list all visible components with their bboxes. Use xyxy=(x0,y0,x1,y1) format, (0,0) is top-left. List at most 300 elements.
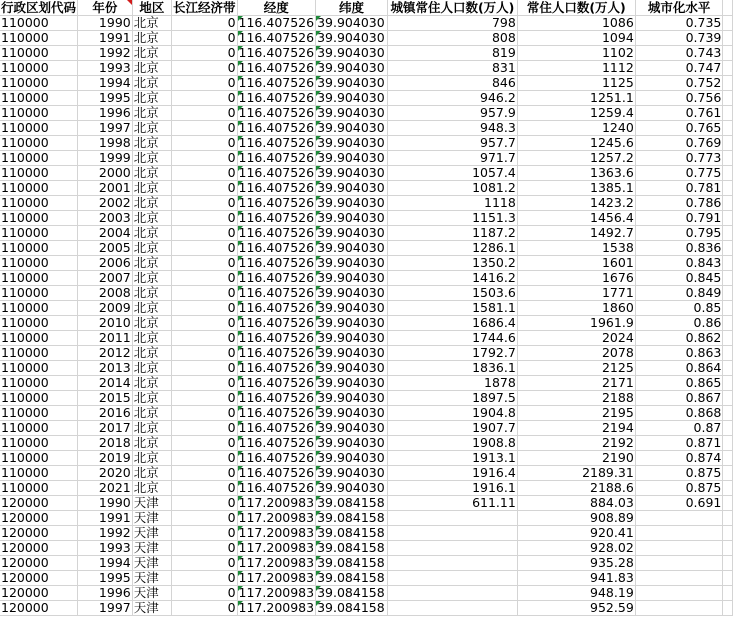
cell-empty[interactable] xyxy=(723,451,733,466)
cell-region-code[interactable]: 120000 xyxy=(0,571,78,586)
cell-resident-population[interactable]: 1112 xyxy=(517,61,635,76)
cell-latitude[interactable]: 39.904030 xyxy=(316,361,388,376)
cell-resident-population[interactable]: 1259.4 xyxy=(517,106,635,121)
cell-longitude[interactable]: 116.407526 xyxy=(238,405,315,420)
cell-resident-population[interactable]: 1102 xyxy=(517,46,635,61)
cell-yangtze-belt[interactable]: 0 xyxy=(172,481,238,496)
cell-latitude[interactable]: 39.904030 xyxy=(316,121,388,136)
cell-longitude[interactable]: 116.407526 xyxy=(238,390,315,405)
cell-latitude[interactable]: 39.904030 xyxy=(316,61,388,76)
cell-region-code[interactable]: 110000 xyxy=(0,361,78,376)
cell-urbanization-rate[interactable]: 0.735 xyxy=(635,16,723,31)
cell-urban-population[interactable]: 1503.6 xyxy=(388,286,518,301)
cell-urbanization-rate[interactable]: 0.868 xyxy=(635,406,723,421)
cell-urbanization-rate[interactable]: 0.773 xyxy=(635,151,723,166)
header-cell-urbanization-rate[interactable]: 城市化水平 xyxy=(635,0,723,16)
cell-longitude[interactable]: 116.407526 xyxy=(238,150,315,165)
cell-urbanization-rate[interactable]: 0.862 xyxy=(635,331,723,346)
cell-year[interactable]: 1997 xyxy=(78,601,133,616)
cell-region[interactable]: 北京 xyxy=(132,151,171,166)
cell-longitude[interactable]: 116.407526 xyxy=(238,195,315,210)
cell-urban-population[interactable]: 1057.4 xyxy=(388,166,518,181)
cell-longitude[interactable]: 117.200983 xyxy=(238,525,315,540)
cell-region-code[interactable]: 110000 xyxy=(0,136,78,151)
cell-yangtze-belt[interactable]: 0 xyxy=(172,91,238,106)
cell-latitude[interactable]: 39.904030 xyxy=(316,391,388,406)
cell-region[interactable]: 北京 xyxy=(132,406,171,421)
cell-resident-population[interactable]: 1363.6 xyxy=(517,166,635,181)
header-cell-resident-population[interactable]: 常住人口数(万人) xyxy=(517,0,635,16)
cell-empty[interactable] xyxy=(723,91,733,106)
cell-longitude[interactable]: 116.407526 xyxy=(238,435,315,450)
cell-empty[interactable] xyxy=(723,376,733,391)
cell-urban-population[interactable]: 1581.1 xyxy=(388,301,518,316)
cell-empty[interactable] xyxy=(723,61,733,76)
cell-resident-population[interactable]: 2188 xyxy=(517,391,635,406)
cell-latitude[interactable]: 39.904030 xyxy=(316,421,388,436)
cell-year[interactable]: 2019 xyxy=(78,451,133,466)
cell-region-code[interactable]: 110000 xyxy=(0,76,78,91)
cell-year[interactable]: 2017 xyxy=(78,421,133,436)
cell-year[interactable]: 2004 xyxy=(78,226,133,241)
cell-resident-population[interactable]: 1601 xyxy=(517,256,635,271)
cell-urban-population[interactable]: 1897.5 xyxy=(388,391,518,406)
cell-resident-population[interactable]: 1094 xyxy=(517,31,635,46)
cell-urban-population[interactable]: 1836.1 xyxy=(388,361,518,376)
cell-resident-population[interactable]: 1538 xyxy=(517,241,635,256)
cell-year[interactable]: 1992 xyxy=(78,46,133,61)
cell-longitude[interactable]: 116.407526 xyxy=(238,285,315,300)
cell-urbanization-rate[interactable]: 0.86 xyxy=(635,316,723,331)
cell-yangtze-belt[interactable]: 0 xyxy=(172,556,238,571)
cell-yangtze-belt[interactable]: 0 xyxy=(172,526,238,541)
cell-empty[interactable] xyxy=(723,391,733,406)
cell-longitude[interactable]: 116.407526 xyxy=(238,240,315,255)
cell-year[interactable]: 1991 xyxy=(78,31,133,46)
cell-region-code[interactable]: 110000 xyxy=(0,196,78,211)
cell-latitude[interactable]: 39.904030 xyxy=(316,466,388,481)
cell-latitude[interactable]: 39.084158 xyxy=(316,601,388,616)
cell-longitude[interactable]: 117.200983 xyxy=(238,510,315,525)
cell-year[interactable]: 2010 xyxy=(78,316,133,331)
cell-yangtze-belt[interactable]: 0 xyxy=(172,346,238,361)
cell-yangtze-belt[interactable]: 0 xyxy=(172,286,238,301)
cell-region[interactable]: 天津 xyxy=(132,526,171,541)
cell-longitude[interactable]: 116.407526 xyxy=(238,210,315,225)
cell-empty[interactable] xyxy=(723,541,733,556)
cell-region[interactable]: 天津 xyxy=(132,586,171,601)
cell-latitude[interactable]: 39.904030 xyxy=(316,91,388,106)
cell-region[interactable]: 北京 xyxy=(132,166,171,181)
cell-region-code[interactable]: 120000 xyxy=(0,496,78,511)
cell-region[interactable]: 天津 xyxy=(132,496,171,511)
cell-longitude[interactable]: 116.407526 xyxy=(238,90,315,105)
cell-latitude[interactable]: 39.084158 xyxy=(316,541,388,556)
cell-longitude[interactable]: 116.407526 xyxy=(238,270,315,285)
cell-yangtze-belt[interactable]: 0 xyxy=(172,406,238,421)
cell-empty[interactable] xyxy=(723,406,733,421)
cell-empty[interactable] xyxy=(723,241,733,256)
cell-longitude[interactable]: 116.407526 xyxy=(238,375,315,390)
header-cell-yangtze-belt[interactable]: 长江经济带 xyxy=(173,0,236,15)
cell-resident-population[interactable]: 1423.2 xyxy=(517,196,635,211)
cell-year[interactable]: 2007 xyxy=(78,271,133,286)
cell-yangtze-belt[interactable]: 0 xyxy=(172,601,238,616)
cell-region-code[interactable]: 120000 xyxy=(0,526,78,541)
cell-longitude[interactable]: 116.407526 xyxy=(238,120,315,135)
cell-latitude[interactable]: 39.904030 xyxy=(316,166,388,181)
cell-region[interactable]: 北京 xyxy=(132,196,171,211)
cell-year[interactable]: 1994 xyxy=(78,76,133,91)
cell-empty[interactable] xyxy=(723,586,733,601)
cell-longitude[interactable]: 117.200983 xyxy=(238,540,315,555)
cell-urbanization-rate[interactable]: 0.871 xyxy=(635,436,723,451)
cell-resident-population[interactable]: 1245.6 xyxy=(517,136,635,151)
cell-latitude[interactable]: 39.904030 xyxy=(316,406,388,421)
cell-longitude[interactable]: 116.407526 xyxy=(238,465,315,480)
cell-longitude[interactable]: 116.407526 xyxy=(238,45,315,60)
cell-region[interactable]: 天津 xyxy=(132,541,171,556)
cell-year[interactable]: 1996 xyxy=(78,586,133,601)
cell-latitude[interactable]: 39.084158 xyxy=(316,496,388,511)
cell-urbanization-rate[interactable]: 0.85 xyxy=(635,301,723,316)
cell-latitude[interactable]: 39.084158 xyxy=(316,526,388,541)
cell-region-code[interactable]: 110000 xyxy=(0,211,78,226)
cell-latitude[interactable]: 39.904030 xyxy=(316,136,388,151)
cell-empty[interactable] xyxy=(723,181,733,196)
cell-urban-population[interactable]: 798 xyxy=(388,16,518,31)
cell-yangtze-belt[interactable]: 0 xyxy=(172,301,238,316)
cell-longitude[interactable]: 116.407526 xyxy=(238,105,315,120)
cell-resident-population[interactable]: 1086 xyxy=(517,16,635,31)
cell-latitude[interactable]: 39.904030 xyxy=(316,76,388,91)
cell-yangtze-belt[interactable]: 0 xyxy=(172,376,238,391)
cell-urbanization-rate[interactable] xyxy=(635,601,723,616)
cell-region-code[interactable]: 110000 xyxy=(0,481,78,496)
cell-region[interactable]: 北京 xyxy=(132,346,171,361)
cell-empty[interactable] xyxy=(723,481,733,496)
cell-region[interactable]: 北京 xyxy=(132,241,171,256)
cell-year[interactable]: 2009 xyxy=(78,301,133,316)
cell-region-code[interactable]: 120000 xyxy=(0,556,78,571)
cell-empty[interactable] xyxy=(723,466,733,481)
cell-urbanization-rate[interactable]: 0.863 xyxy=(635,346,723,361)
cell-region[interactable]: 北京 xyxy=(132,76,171,91)
cell-year[interactable]: 2003 xyxy=(78,211,133,226)
cell-latitude[interactable]: 39.904030 xyxy=(316,451,388,466)
cell-latitude[interactable]: 39.904030 xyxy=(316,196,388,211)
cell-longitude[interactable]: 116.407526 xyxy=(238,255,315,270)
cell-urban-population[interactable]: 1878 xyxy=(388,376,518,391)
cell-region[interactable]: 北京 xyxy=(132,481,171,496)
cell-longitude[interactable]: 116.407526 xyxy=(238,315,315,330)
cell-resident-population[interactable]: 1240 xyxy=(517,121,635,136)
cell-empty[interactable] xyxy=(723,346,733,361)
cell-latitude[interactable]: 39.084158 xyxy=(316,511,388,526)
cell-yangtze-belt[interactable]: 0 xyxy=(172,106,238,121)
cell-urbanization-rate[interactable]: 0.836 xyxy=(635,241,723,256)
cell-year[interactable]: 1995 xyxy=(78,571,133,586)
cell-empty[interactable] xyxy=(723,436,733,451)
cell-urban-population[interactable]: 1686.4 xyxy=(388,316,518,331)
cell-urbanization-rate[interactable]: 0.743 xyxy=(635,46,723,61)
cell-empty[interactable] xyxy=(723,46,733,61)
cell-urban-population[interactable]: 1916.4 xyxy=(388,466,518,481)
cell-empty[interactable] xyxy=(723,286,733,301)
cell-urbanization-rate[interactable]: 0.864 xyxy=(635,361,723,376)
cell-yangtze-belt[interactable]: 0 xyxy=(172,496,238,511)
cell-year[interactable]: 1993 xyxy=(78,61,133,76)
cell-urban-population[interactable]: 1416.2 xyxy=(388,271,518,286)
cell-region-code[interactable]: 120000 xyxy=(0,601,78,616)
cell-longitude[interactable]: 116.407526 xyxy=(238,225,315,240)
cell-empty[interactable] xyxy=(723,526,733,541)
cell-longitude[interactable]: 116.407526 xyxy=(238,450,315,465)
cell-region[interactable]: 天津 xyxy=(132,601,171,616)
cell-latitude[interactable]: 39.904030 xyxy=(316,106,388,121)
cell-latitude[interactable]: 39.904030 xyxy=(316,181,388,196)
cell-urbanization-rate[interactable]: 0.691 xyxy=(635,496,723,511)
cell-urban-population[interactable] xyxy=(388,511,518,526)
cell-empty[interactable] xyxy=(723,601,733,616)
cell-region-code[interactable]: 120000 xyxy=(0,511,78,526)
cell-empty[interactable] xyxy=(723,496,733,511)
cell-region-code[interactable]: 110000 xyxy=(0,331,78,346)
cell-empty[interactable] xyxy=(723,151,733,166)
cell-urban-population[interactable]: 1913.1 xyxy=(388,451,518,466)
cell-latitude[interactable]: 39.904030 xyxy=(316,256,388,271)
cell-latitude[interactable]: 39.904030 xyxy=(316,31,388,46)
cell-latitude[interactable]: 39.904030 xyxy=(316,46,388,61)
cell-latitude[interactable]: 39.904030 xyxy=(316,376,388,391)
cell-urban-population[interactable]: 1904.8 xyxy=(388,406,518,421)
cell-latitude[interactable]: 39.904030 xyxy=(316,241,388,256)
cell-urban-population[interactable]: 946.2 xyxy=(388,91,518,106)
cell-latitude[interactable]: 39.084158 xyxy=(316,571,388,586)
cell-urbanization-rate[interactable]: 0.874 xyxy=(635,451,723,466)
cell-latitude[interactable]: 39.084158 xyxy=(316,586,388,601)
cell-empty[interactable] xyxy=(723,271,733,286)
cell-resident-population[interactable]: 1860 xyxy=(517,301,635,316)
cell-empty[interactable] xyxy=(723,256,733,271)
cell-urban-population[interactable]: 831 xyxy=(388,61,518,76)
cell-resident-population[interactable]: 1125 xyxy=(517,76,635,91)
cell-longitude[interactable]: 116.407526 xyxy=(238,180,315,195)
cell-urban-population[interactable] xyxy=(388,526,518,541)
cell-longitude[interactable]: 116.407526 xyxy=(238,300,315,315)
cell-yangtze-belt[interactable]: 0 xyxy=(172,61,238,76)
cell-region[interactable]: 北京 xyxy=(132,46,171,61)
cell-resident-population[interactable]: 1456.4 xyxy=(517,211,635,226)
cell-region[interactable]: 北京 xyxy=(132,136,171,151)
cell-urbanization-rate[interactable]: 0.795 xyxy=(635,226,723,241)
cell-region-code[interactable]: 110000 xyxy=(0,121,78,136)
cell-year[interactable]: 1993 xyxy=(78,541,133,556)
cell-yangtze-belt[interactable]: 0 xyxy=(172,391,238,406)
cell-empty[interactable] xyxy=(723,301,733,316)
cell-yangtze-belt[interactable]: 0 xyxy=(172,571,238,586)
cell-year[interactable]: 1996 xyxy=(78,106,133,121)
cell-region-code[interactable]: 120000 xyxy=(0,586,78,601)
cell-empty[interactable] xyxy=(723,316,733,331)
cell-latitude[interactable]: 39.904030 xyxy=(316,301,388,316)
cell-region[interactable]: 北京 xyxy=(132,331,171,346)
cell-urban-population[interactable]: 1908.8 xyxy=(388,436,518,451)
cell-empty[interactable] xyxy=(723,571,733,586)
cell-latitude[interactable]: 39.904030 xyxy=(316,316,388,331)
cell-resident-population[interactable]: 2188.6 xyxy=(517,481,635,496)
cell-region[interactable]: 北京 xyxy=(132,286,171,301)
cell-year[interactable]: 2018 xyxy=(78,436,133,451)
cell-empty[interactable] xyxy=(723,556,733,571)
cell-year[interactable]: 2015 xyxy=(78,391,133,406)
cell-year[interactable]: 2002 xyxy=(78,196,133,211)
cell-urbanization-rate[interactable]: 0.867 xyxy=(635,391,723,406)
cell-year[interactable]: 2012 xyxy=(78,346,133,361)
header-cell-longitude[interactable]: 经度 xyxy=(237,0,316,16)
cell-resident-population[interactable]: 1385.1 xyxy=(517,181,635,196)
cell-region-code[interactable]: 110000 xyxy=(0,451,78,466)
cell-latitude[interactable]: 39.904030 xyxy=(316,481,388,496)
cell-region[interactable]: 北京 xyxy=(132,16,171,31)
cell-resident-population[interactable]: 1676 xyxy=(517,271,635,286)
cell-urbanization-rate[interactable]: 0.752 xyxy=(635,76,723,91)
cell-yangtze-belt[interactable]: 0 xyxy=(172,586,238,601)
cell-yangtze-belt[interactable]: 0 xyxy=(172,421,238,436)
cell-region[interactable]: 北京 xyxy=(132,256,171,271)
cell-yangtze-belt[interactable]: 0 xyxy=(172,541,238,556)
cell-yangtze-belt[interactable]: 0 xyxy=(172,46,238,61)
cell-resident-population[interactable]: 2024 xyxy=(517,331,635,346)
cell-resident-population[interactable]: 952.59 xyxy=(517,601,635,616)
cell-yangtze-belt[interactable]: 0 xyxy=(172,256,238,271)
cell-longitude[interactable]: 117.200983 xyxy=(238,585,315,600)
cell-urbanization-rate[interactable] xyxy=(635,511,723,526)
cell-year[interactable]: 1992 xyxy=(78,526,133,541)
cell-year[interactable]: 1999 xyxy=(78,151,133,166)
cell-longitude[interactable]: 117.200983 xyxy=(238,495,315,510)
cell-resident-population[interactable]: 1251.1 xyxy=(517,91,635,106)
cell-region-code[interactable]: 120000 xyxy=(0,541,78,556)
cell-urban-population[interactable]: 1792.7 xyxy=(388,346,518,361)
cell-urbanization-rate[interactable] xyxy=(635,571,723,586)
cell-longitude[interactable]: 116.407526 xyxy=(238,330,315,345)
cell-region[interactable]: 天津 xyxy=(132,571,171,586)
cell-region-code[interactable]: 110000 xyxy=(0,166,78,181)
cell-region[interactable]: 北京 xyxy=(132,451,171,466)
cell-empty[interactable] xyxy=(723,211,733,226)
cell-empty[interactable] xyxy=(723,331,733,346)
cell-longitude[interactable]: 116.407526 xyxy=(238,420,315,435)
cell-urban-population[interactable]: 957.7 xyxy=(388,136,518,151)
cell-yangtze-belt[interactable]: 0 xyxy=(172,151,238,166)
cell-urbanization-rate[interactable]: 0.775 xyxy=(635,166,723,181)
cell-region[interactable]: 北京 xyxy=(132,121,171,136)
cell-year[interactable]: 2016 xyxy=(78,406,133,421)
cell-year[interactable]: 2013 xyxy=(78,361,133,376)
cell-urbanization-rate[interactable]: 0.843 xyxy=(635,256,723,271)
cell-empty[interactable] xyxy=(723,121,733,136)
cell-yangtze-belt[interactable]: 0 xyxy=(172,76,238,91)
cell-resident-population[interactable]: 935.28 xyxy=(517,556,635,571)
cell-urbanization-rate[interactable]: 0.769 xyxy=(635,136,723,151)
cell-yangtze-belt[interactable]: 0 xyxy=(172,16,238,31)
cell-region[interactable]: 北京 xyxy=(132,226,171,241)
header-cell-empty[interactable] xyxy=(723,0,733,16)
cell-region-code[interactable]: 110000 xyxy=(0,256,78,271)
cell-empty[interactable] xyxy=(723,421,733,436)
cell-region[interactable]: 北京 xyxy=(132,61,171,76)
cell-region[interactable]: 北京 xyxy=(132,106,171,121)
cell-urbanization-rate[interactable] xyxy=(635,586,723,601)
cell-longitude[interactable]: 116.407526 xyxy=(238,345,315,360)
cell-yangtze-belt[interactable]: 0 xyxy=(172,211,238,226)
cell-region[interactable]: 北京 xyxy=(132,316,171,331)
cell-urbanization-rate[interactable]: 0.791 xyxy=(635,211,723,226)
cell-empty[interactable] xyxy=(723,16,733,31)
header-cell-region-code[interactable]: 行政区划代码 xyxy=(1,0,77,15)
cell-region-code[interactable]: 110000 xyxy=(0,376,78,391)
cell-urbanization-rate[interactable] xyxy=(635,526,723,541)
cell-yangtze-belt[interactable]: 0 xyxy=(172,226,238,241)
cell-year[interactable]: 2020 xyxy=(78,466,133,481)
cell-yangtze-belt[interactable]: 0 xyxy=(172,241,238,256)
cell-urban-population[interactable]: 1907.7 xyxy=(388,421,518,436)
cell-urbanization-rate[interactable]: 0.761 xyxy=(635,106,723,121)
cell-latitude[interactable]: 39.904030 xyxy=(316,151,388,166)
cell-year[interactable]: 2014 xyxy=(78,376,133,391)
cell-urban-population[interactable]: 948.3 xyxy=(388,121,518,136)
cell-resident-population[interactable]: 928.02 xyxy=(517,541,635,556)
cell-yangtze-belt[interactable]: 0 xyxy=(172,436,238,451)
cell-resident-population[interactable]: 2171 xyxy=(517,376,635,391)
cell-longitude[interactable]: 116.407526 xyxy=(238,15,315,30)
cell-region[interactable]: 北京 xyxy=(132,466,171,481)
cell-yangtze-belt[interactable]: 0 xyxy=(172,316,238,331)
cell-resident-population[interactable]: 2192 xyxy=(517,436,635,451)
cell-region-code[interactable]: 110000 xyxy=(0,301,78,316)
cell-urbanization-rate[interactable]: 0.739 xyxy=(635,31,723,46)
cell-urban-population[interactable]: 957.9 xyxy=(388,106,518,121)
cell-empty[interactable] xyxy=(723,511,733,526)
cell-urbanization-rate[interactable]: 0.765 xyxy=(635,121,723,136)
cell-region[interactable]: 北京 xyxy=(132,391,171,406)
cell-longitude[interactable]: 117.200983 xyxy=(238,555,315,570)
cell-year[interactable]: 2006 xyxy=(78,256,133,271)
cell-longitude[interactable]: 116.407526 xyxy=(238,360,315,375)
cell-year[interactable]: 2005 xyxy=(78,241,133,256)
cell-latitude[interactable]: 39.904030 xyxy=(316,211,388,226)
cell-year[interactable]: 1991 xyxy=(78,511,133,526)
cell-latitude[interactable]: 39.904030 xyxy=(316,271,388,286)
cell-year[interactable]: 1997 xyxy=(78,121,133,136)
cell-region-code[interactable]: 110000 xyxy=(0,91,78,106)
cell-year[interactable]: 1995 xyxy=(78,91,133,106)
cell-region[interactable]: 北京 xyxy=(132,271,171,286)
cell-region[interactable]: 北京 xyxy=(132,181,171,196)
cell-resident-population[interactable]: 1492.7 xyxy=(517,226,635,241)
cell-urban-population[interactable]: 611.11 xyxy=(388,496,518,511)
header-cell-region[interactable]: 地区 xyxy=(132,0,171,16)
cell-urban-population[interactable]: 1081.2 xyxy=(388,181,518,196)
cell-empty[interactable] xyxy=(723,76,733,91)
cell-urbanization-rate[interactable]: 0.845 xyxy=(635,271,723,286)
cell-longitude[interactable]: 117.200983 xyxy=(238,600,315,615)
cell-year[interactable]: 2001 xyxy=(78,181,133,196)
cell-yangtze-belt[interactable]: 0 xyxy=(172,451,238,466)
cell-longitude[interactable]: 116.407526 xyxy=(238,165,315,180)
cell-year[interactable]: 1990 xyxy=(78,496,133,511)
